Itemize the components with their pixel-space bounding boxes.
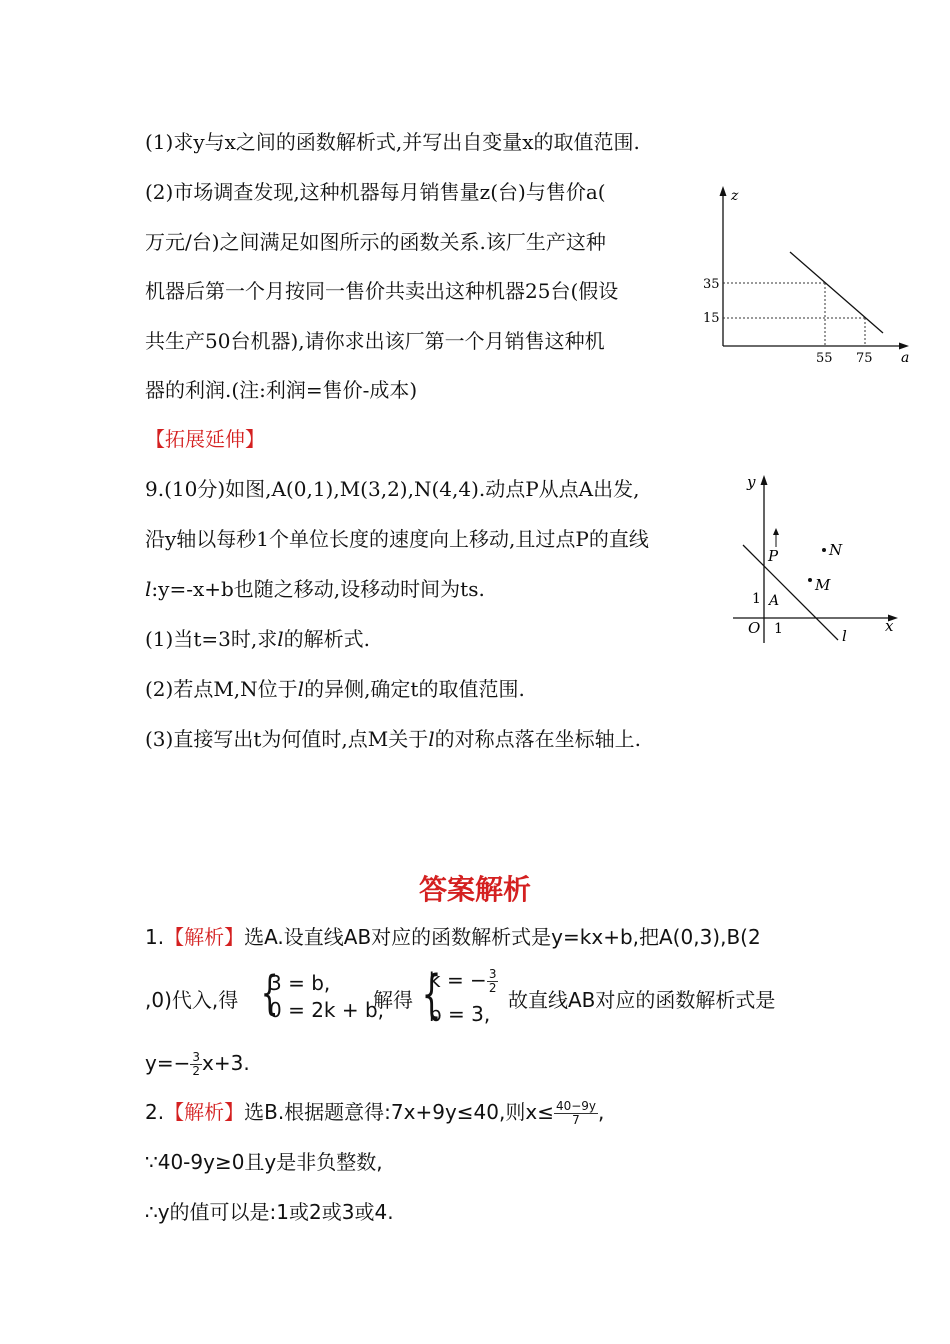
y-tick-1: 1 xyxy=(752,591,761,607)
answer1-line3: y=− $\frac{3}{2}$ x+3. xyxy=(145,1050,250,1078)
line-l-symbol: l xyxy=(145,577,152,601)
q8-part2-line5: 器的利润.(注:利润=售价-成本) xyxy=(145,378,418,402)
q8-part1: (1)求y与x之间的函数解析式,并写出自变量x的取值范围. xyxy=(145,130,640,154)
tick-75: 75 xyxy=(856,351,873,366)
line-l-label: l xyxy=(842,627,847,645)
q8-part2-line4: 共生产50台机器),请你求出该厂第一个月销售这种机 xyxy=(145,329,605,353)
point-m-label: M xyxy=(815,576,831,594)
origin-label: O xyxy=(748,619,761,637)
q9-sub2: (2)若点M,N位于l的异侧,确定t的取值范围. xyxy=(145,677,525,701)
system1-row2: 0 = 2k + b, xyxy=(269,998,385,1022)
x-axis-label: x xyxy=(885,617,894,635)
brace-icon-2: { xyxy=(421,965,442,1025)
analysis-tag: 【解析】 xyxy=(164,925,245,949)
p-arrow-icon xyxy=(773,528,779,535)
q9-sub3: (3)直接写出t为何值时,点M关于l的对称点落在坐标轴上. xyxy=(145,727,641,751)
z-axis-arrow-icon xyxy=(720,186,727,196)
coordinate-graph xyxy=(728,465,908,655)
answer1-line1: 1.【解析】选A.设直线AB对应的函数解析式是y=kx+b,把A(0,3),B(2 xyxy=(145,925,761,949)
q9-line3: l:y=-x+b也随之移动,设移动时间为ts. xyxy=(145,577,485,601)
fraction-40-9y-7: $\frac{40-9y}{7}$ xyxy=(555,1099,597,1127)
q9-line1: 9.(10分)如图,A(0,1),M(3,2),N(4,4).动点P从点A出发, xyxy=(145,477,640,501)
answer-title: 答案解析 xyxy=(418,873,531,906)
system1-row1: 3 = b, xyxy=(269,971,331,995)
analysis-tag-2: 【解析】 xyxy=(164,1100,245,1124)
system2-row1: k = − $\frac{3}{2}$ xyxy=(429,967,497,995)
answer1-line2: ,0)代入,得 xyxy=(145,988,239,1012)
point-p-label: P xyxy=(768,547,779,565)
answer2-line3: ∴y的值可以是:1或2或3或4. xyxy=(145,1200,394,1224)
y-axis-arrow-icon xyxy=(761,475,768,485)
equation-system-2 xyxy=(415,966,515,1030)
q9-line2: 沿y轴以每秒1个单位长度的速度向上移动,且过点P的直线 xyxy=(145,527,649,551)
answer2-line2: ∵40-9y≥0且y是非负整数, xyxy=(145,1150,383,1174)
demand-line xyxy=(790,252,883,333)
equation-system-1 xyxy=(255,966,385,1027)
section-expand-heading: 【拓展延伸】 xyxy=(145,427,265,451)
q8-part2-line1: (2)市场调查发现,这种机器每月销售量z(台)与售价a( xyxy=(145,180,606,204)
y-axis-label: y xyxy=(747,473,756,491)
fraction-3-2: $\frac{3}{2}$ xyxy=(488,967,497,995)
answer1-line2-tail: 故直线AB对应的函数解析式是 xyxy=(508,988,776,1012)
sales-price-graph xyxy=(705,180,920,375)
point-n-label: N xyxy=(829,541,843,559)
q8-part2-line2: 万元/台)之间满足如图所示的函数关系.该厂生产这种 xyxy=(145,230,606,254)
tick-35: 35 xyxy=(703,277,720,292)
point-a-label: A xyxy=(769,593,780,609)
system2-row2: b = 3, xyxy=(429,1002,491,1026)
answer2-line1: 2.【解析】选B.根据题意得:7x+9y≤40,则x≤ $\frac{40-9y}{7}$ , xyxy=(145,1099,605,1127)
q8-part2-line3: 机器后第一个月按同一售价共卖出这种机器25台(假设 xyxy=(145,279,619,303)
fraction-3-2-b: $\frac{3}{2}$ xyxy=(192,1050,200,1078)
a-axis-arrow-icon xyxy=(899,343,909,350)
point-n xyxy=(822,548,826,552)
solve-text: 解得 xyxy=(373,988,413,1012)
a-axis-label: a xyxy=(901,350,910,366)
z-axis-label: z xyxy=(731,188,739,204)
tick-55: 55 xyxy=(816,351,833,366)
tick-15: 15 xyxy=(703,311,720,326)
x-tick-1: 1 xyxy=(774,621,783,637)
q9-sub1: (1)当t=3时,求l的解析式. xyxy=(145,627,370,651)
brace-icon: { xyxy=(260,966,279,1020)
point-m xyxy=(808,578,812,582)
